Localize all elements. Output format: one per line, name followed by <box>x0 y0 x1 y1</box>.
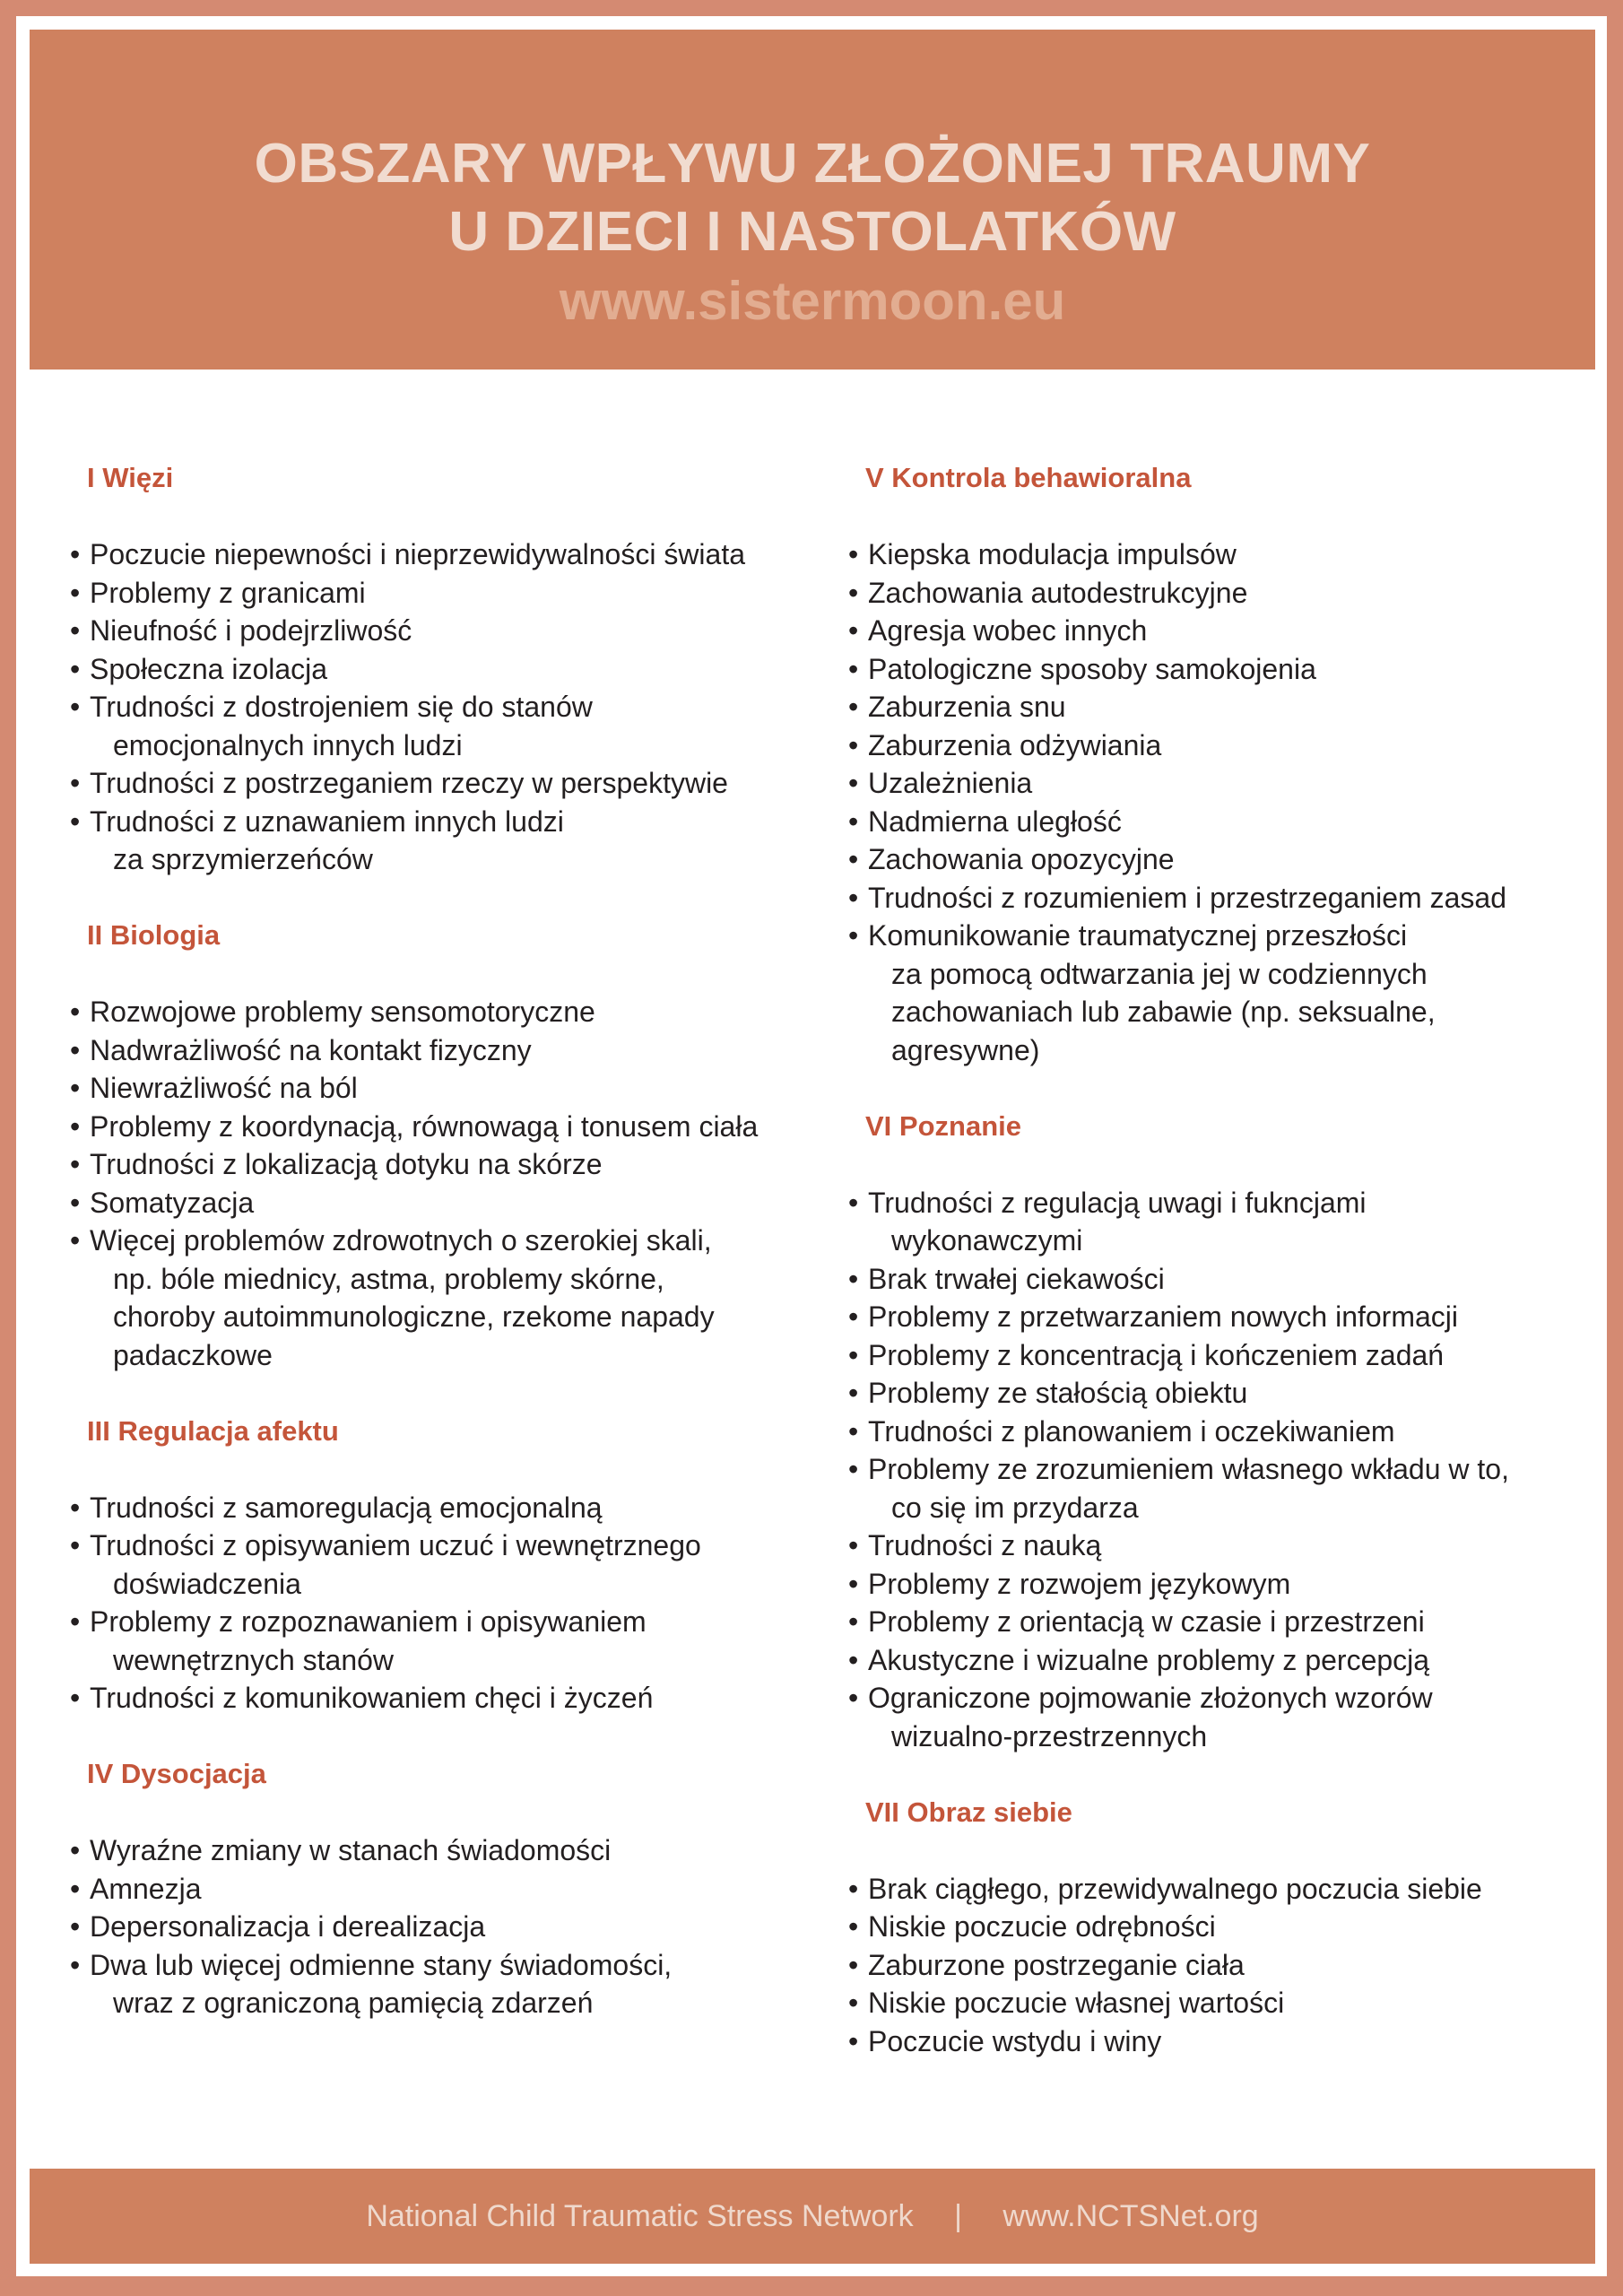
item-text: Trudności z nauką <box>868 1529 1102 1561</box>
bullet-icon: • <box>848 1377 859 1409</box>
list-item <box>848 1184 1601 1260</box>
item-text: Ograniczone pojmowanie złożonych wzorów <box>868 1682 1433 1714</box>
bullet-icon: • <box>848 1987 859 2019</box>
item-text-continuation: wraz z ograniczoną pamięcią zdarzeń <box>113 1987 594 2019</box>
bullet-list <box>70 993 823 1374</box>
list-item <box>70 803 823 879</box>
section-title: VII Obraz siebie <box>865 1796 1072 1828</box>
item-text-continuation: emocjonalnych innych ludzi <box>113 728 463 761</box>
item-text: Niskie poczucie własnej wartości <box>868 1987 1285 2019</box>
bullet-list <box>848 1184 1601 1756</box>
item-text: Somatyzacja <box>90 1186 255 1219</box>
bullet-icon: • <box>848 1948 859 1981</box>
item-text: Akustyczne i wizualne problemy z percepcją <box>868 1643 1430 1676</box>
item-text: Komunikowanie traumatycznej przeszłości <box>868 919 1408 952</box>
bullet-icon: • <box>848 614 859 647</box>
item-text: Problemy z koordynacją, równowagą i tonusem ciała <box>90 1109 759 1143</box>
list-item <box>848 1336 1601 1375</box>
list-item <box>848 1413 1601 1451</box>
list-item <box>70 535 823 574</box>
item-text: Niewrażliwość na ból <box>90 1072 358 1104</box>
item-text: Zachowania autodestrukcyjne <box>868 576 1248 609</box>
list-item <box>70 1679 823 1718</box>
list-item <box>70 1069 823 1108</box>
section-title: II Biologia <box>87 919 221 951</box>
bullet-icon: • <box>70 1033 81 1066</box>
bullet-icon: • <box>70 804 81 838</box>
list-item <box>70 612 823 650</box>
page-title <box>30 130 1595 266</box>
item-text: Wyraźne zmiany w stanach świadomości <box>90 1834 612 1866</box>
bullet-list <box>848 1870 1601 2061</box>
list-item <box>848 535 1601 574</box>
bullet-icon: • <box>70 538 81 570</box>
list-item <box>848 650 1601 689</box>
bullet-icon: • <box>70 1682 81 1714</box>
bullet-icon: • <box>848 1338 859 1371</box>
bullet-icon: • <box>848 1567 859 1600</box>
bullet-icon: • <box>70 614 81 647</box>
section-title: III Regulacja afektu <box>87 1414 339 1447</box>
item-text: Trudności z komunikowaniem chęci i życzeń <box>90 1682 654 1714</box>
bullet-icon: • <box>70 1491 81 1524</box>
section <box>70 917 823 1374</box>
bullet-icon: • <box>70 576 81 609</box>
bullet-icon: • <box>848 1682 859 1714</box>
section-title: V Kontrola behawioralna <box>865 462 1192 493</box>
list-item <box>848 612 1601 650</box>
bullet-list <box>70 1831 823 2022</box>
list-item <box>848 840 1601 879</box>
item-text: Trudności z uznawaniem innych ludzi <box>90 804 564 838</box>
list-item <box>848 879 1601 918</box>
item-text: Trudności z samoregulacją emocjonalną <box>90 1491 603 1524</box>
bullet-icon: • <box>848 576 859 609</box>
section <box>848 459 1601 1069</box>
item-text: Trudności z opisywaniem uczuć i wewnętrznego <box>90 1529 701 1561</box>
item-text: Poczucie wstydu i winy <box>868 2024 1162 2057</box>
item-text: Dwa lub więcej odmienne stany świadomości, <box>90 1948 673 1981</box>
bullet-icon: • <box>848 1605 859 1638</box>
list-item <box>70 1489 823 1527</box>
list-item <box>848 1984 1601 2022</box>
bullet-icon: • <box>70 1605 81 1638</box>
item-text: Zachowania opozycyjne <box>868 843 1175 875</box>
footer-url-link[interactable]: www.NCTSNet.org <box>1002 2199 1259 2233</box>
list-item <box>848 688 1601 726</box>
item-text-continuation: wizualno-przestrzennych <box>891 1719 1208 1752</box>
bullet-icon: • <box>848 1910 859 1943</box>
list-item <box>848 1374 1601 1413</box>
site-url-link[interactable]: www.sistermoon.eu <box>559 271 1066 331</box>
list-item <box>848 574 1601 613</box>
item-text: Zaburzenia snu <box>868 691 1066 723</box>
item-text: Trudności z dostrojeniem się do stanów <box>90 691 593 723</box>
bullet-icon: • <box>70 691 81 723</box>
list-item <box>70 1908 823 1946</box>
bullet-icon: • <box>848 1300 859 1333</box>
bullet-icon: • <box>848 1262 859 1295</box>
list-item <box>70 993 823 1031</box>
bullet-icon: • <box>70 1910 81 1943</box>
list-item <box>70 1946 823 2022</box>
bullet-icon: • <box>70 767 81 799</box>
list-item <box>848 726 1601 765</box>
bullet-icon: • <box>848 804 859 838</box>
bullet-icon: • <box>848 1872 859 1905</box>
bullet-icon: • <box>70 1109 81 1143</box>
item-text-continuation: za sprzymierzeńców <box>113 843 373 875</box>
bullet-icon: • <box>848 843 859 875</box>
item-text: Problemy z granicami <box>90 576 366 609</box>
list-item <box>848 917 1601 1069</box>
section <box>848 1794 1601 2061</box>
section-title: I Więzi <box>87 462 174 493</box>
item-text: Niskie poczucie odrębności <box>868 1910 1216 1943</box>
list-item <box>848 1450 1601 1526</box>
bullet-list <box>70 535 823 879</box>
bullet-list <box>70 1489 823 1718</box>
item-text: Amnezja <box>90 1872 202 1905</box>
item-text: Uzależnienia <box>868 767 1033 799</box>
item-text: Rozwojowe problemy sensomotoryczne <box>90 996 595 1028</box>
bullet-icon: • <box>70 1529 81 1561</box>
item-text: Zaburzone postrzeganie ciała <box>868 1948 1245 1981</box>
list-item <box>848 1565 1601 1604</box>
list-item <box>848 1908 1601 1946</box>
title-line-2: U DZIECI I NASTOLATKÓW <box>448 201 1176 263</box>
bullet-icon: • <box>70 1872 81 1905</box>
bullet-icon: • <box>70 996 81 1028</box>
item-text-continuation: za pomocą odtwarzania jej w codziennych <box>891 957 1428 990</box>
title-line-1: OBSZARY WPŁYWU ZŁOŻONEJ TRAUMY <box>254 133 1371 195</box>
bullet-icon: • <box>848 728 859 761</box>
item-text-continuation: zachowaniach lub zabawie (np. seksualne, <box>891 996 1436 1028</box>
footer-organization: National Child Traumatic Stress Network <box>366 2199 914 2233</box>
bullet-icon: • <box>848 691 859 723</box>
list-item <box>848 1298 1601 1336</box>
list-item <box>70 1031 823 1070</box>
header-banner <box>30 30 1595 370</box>
list-item <box>848 1603 1601 1641</box>
bullet-icon: • <box>848 919 859 952</box>
section-title: IV Dysocjacja <box>87 1758 266 1789</box>
item-text: Problemy ze zrozumieniem własnego wkładu w to, <box>868 1453 1509 1485</box>
item-text: Trudności z lokalizacją dotyku na skórze <box>90 1148 603 1180</box>
item-text-continuation: doświadczenia <box>113 1567 301 1600</box>
bullet-icon: • <box>848 767 859 799</box>
item-text: Trudności z planowaniem i oczekiwaniem <box>868 1414 1395 1448</box>
list-item <box>70 1831 823 1870</box>
item-text: Trudności z regulacją uwagi i fukncjami <box>868 1186 1367 1219</box>
bullet-icon: • <box>848 2024 859 2057</box>
list-item <box>70 764 823 803</box>
item-text: Brak trwałej ciekawości <box>868 1262 1165 1295</box>
item-text: Więcej problemów zdrowotnych o szerokiej skali, <box>90 1224 712 1257</box>
section <box>70 1755 823 2022</box>
list-item <box>848 1679 1601 1755</box>
section <box>848 1108 1601 1756</box>
bullet-icon: • <box>70 1224 81 1257</box>
bullet-icon: • <box>70 1148 81 1180</box>
right-column <box>848 459 1601 2099</box>
left-column <box>70 459 823 2060</box>
bullet-list <box>848 535 1601 1069</box>
bullet-icon: • <box>70 1186 81 1219</box>
list-item <box>848 1260 1601 1299</box>
section <box>70 1413 823 1718</box>
list-item <box>70 1184 823 1222</box>
item-text: Nieufność i podejrzliwość <box>90 614 412 647</box>
item-text: Problemy z orientacją w czasie i przestrzeni <box>868 1605 1425 1638</box>
bullet-icon: • <box>70 1072 81 1104</box>
item-text: Problemy z rozpoznawaniem i opisywaniem <box>90 1605 647 1638</box>
list-item <box>70 1870 823 1909</box>
item-text: Problemy z rozwojem językowym <box>868 1567 1291 1600</box>
bullet-icon: • <box>848 652 859 685</box>
item-text-continuation: choroby autoimmunologiczne, rzekome napady <box>113 1300 715 1333</box>
list-item <box>848 803 1601 841</box>
item-text: Kiepska modulacja impulsów <box>868 538 1237 570</box>
item-text: Społeczna izolacja <box>90 652 328 685</box>
footer-banner <box>30 2169 1595 2264</box>
item-text-continuation: wewnętrznych stanów <box>113 1643 395 1676</box>
list-item <box>70 1603 823 1679</box>
list-item <box>848 1526 1601 1565</box>
bullet-icon: • <box>848 1186 859 1219</box>
list-item <box>848 1870 1601 1909</box>
item-text: Nadmierna uległość <box>868 804 1122 838</box>
list-item <box>848 1946 1601 1985</box>
bullet-icon: • <box>70 1948 81 1981</box>
footer-separator: | <box>954 2199 962 2233</box>
list-item <box>848 1641 1601 1680</box>
item-text: Problemy z koncentracją i kończeniem zadań <box>868 1338 1445 1371</box>
item-text-continuation: wykonawczymi <box>891 1224 1083 1257</box>
item-text: Zaburzenia odżywiania <box>868 728 1162 761</box>
item-text: Trudności z rozumieniem i przestrzeganiem zasad <box>868 881 1506 914</box>
item-text: Problemy ze stałością obiektu <box>868 1377 1248 1409</box>
bullet-icon: • <box>848 1453 859 1485</box>
item-text: Depersonalizacja i derealizacja <box>90 1910 486 1943</box>
list-item <box>70 1108 823 1146</box>
item-text: Problemy z przetwarzaniem nowych informacji <box>868 1300 1458 1333</box>
list-item <box>848 2022 1601 2061</box>
item-text-continuation: np. bóle miednicy, astma, problemy skórne, <box>113 1262 664 1295</box>
bullet-icon: • <box>848 1643 859 1676</box>
list-item <box>70 650 823 689</box>
section-title: VI Poznanie <box>865 1109 1021 1142</box>
list-item <box>70 688 823 764</box>
bullet-icon: • <box>848 538 859 570</box>
bullet-icon: • <box>70 652 81 685</box>
item-text: Patologiczne sposoby samokojenia <box>868 652 1316 685</box>
item-text-continuation: co się im przydarza <box>891 1491 1139 1524</box>
item-text: Agresja wobec innych <box>868 614 1148 647</box>
bullet-icon: • <box>848 881 859 914</box>
list-item <box>848 764 1601 803</box>
list-item <box>70 1526 823 1603</box>
list-item <box>70 574 823 613</box>
list-item <box>70 1222 823 1374</box>
bullet-icon: • <box>70 1834 81 1866</box>
bullet-icon: • <box>848 1414 859 1448</box>
item-text-continuation: agresywne) <box>891 1033 1040 1066</box>
item-text: Nadwrażliwość na kontakt fizyczny <box>90 1033 532 1066</box>
item-text: Trudności z postrzeganiem rzeczy w perspektywie <box>90 767 728 799</box>
item-text: Poczucie niepewności i nieprzewidywalności świata <box>90 538 746 570</box>
list-item <box>70 1145 823 1184</box>
bullet-icon: • <box>848 1529 859 1561</box>
item-text-continuation: padaczkowe <box>113 1338 273 1371</box>
section <box>70 459 823 879</box>
item-text: Brak ciągłego, przewidywalnego poczucia siebie <box>868 1872 1482 1905</box>
